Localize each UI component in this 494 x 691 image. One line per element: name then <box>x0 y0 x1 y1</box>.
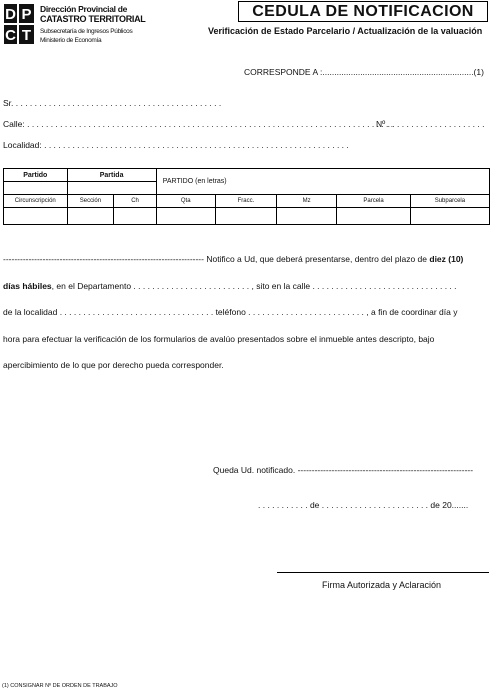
partido-header: Partido <box>4 169 68 182</box>
col-circunscripcion: Circunscripción <box>4 195 68 208</box>
fracc-input[interactable] <box>215 208 276 225</box>
sr-field[interactable]: Sr. . . . . . . . . . . . . . . . . . . . . . . . . . . . . . . . . . . . . . . . . . . . . <box>3 98 222 108</box>
qta-input[interactable] <box>156 208 215 225</box>
partida-header: Partida <box>67 169 156 182</box>
page-subtitle: Verificación de Estado Parcelario / Actualización de la valuación <box>208 26 483 36</box>
org-line-3: Subsecretaría de Ingresos Públicos <box>40 28 133 35</box>
catastral-table <box>3 168 490 225</box>
col-mz: Mz <box>277 195 337 208</box>
dpct-logo <box>4 4 34 44</box>
org-line-4: Ministerio de Economía <box>40 37 102 44</box>
table-header-row <box>4 169 490 182</box>
plazo-bold: diez (10) <box>429 254 464 264</box>
subparcela-input[interactable] <box>410 208 489 225</box>
partido-letras-cell[interactable]: PARTIDO (en letras) <box>156 169 489 195</box>
org-line-2: CATASTRO TERRITORIAL <box>40 14 146 24</box>
circunscripcion-input[interactable] <box>4 208 68 225</box>
col-ch: Ch <box>114 195 156 208</box>
corresponde-field[interactable]: CORRESPONDE A :................................................................(1) <box>244 67 484 77</box>
col-qta: Qta <box>156 195 215 208</box>
svg-text:D: D <box>5 6 16 23</box>
svg-text:T: T <box>21 27 32 44</box>
calle-field[interactable]: Calle: . . . . . . . . . . . . . . . . . . . . . . . . . . . . . . . . . . . . . . . . . . . . . . . . . . . . . . . . . . . . . . . . . . . . . . . . . . . . . . <box>3 119 394 129</box>
col-subparcela: Subparcela <box>410 195 489 208</box>
svg-text:C: C <box>5 27 16 44</box>
svg-text:P: P <box>21 6 32 23</box>
footnote: (1) CONSIGNAR Nº DE ORDEN DE TRABAJO <box>2 683 118 689</box>
body-line-1-text: ----------------------------------------------------------------------- Notifico a Ud, que deberá presentarse, dentro del plazo de <box>3 254 430 264</box>
parcela-input[interactable] <box>337 208 411 225</box>
org-line-1: Dirección Provincial de <box>40 4 128 14</box>
col-parcela: Parcela <box>337 195 411 208</box>
partida-input[interactable] <box>67 182 156 195</box>
dias-habiles-bold: días hábiles <box>3 281 52 291</box>
body-line-2-text: , en el Departamento . . . . . . . . . . . . . . . . . . . . . . . . . , sito en la calle . . . . . . . . . . . . . . . . . . . . . . . . . . . . . . . <box>51 281 457 291</box>
ch-input[interactable] <box>114 208 156 225</box>
table-columns-row <box>4 195 490 208</box>
table-values-row <box>4 208 490 225</box>
body-line-5: apercibimiento de lo que por derecho pueda corresponder. <box>3 360 224 370</box>
seccion-input[interactable] <box>67 208 114 225</box>
body-line-3: de la localidad . . . . . . . . . . . . . . . . . . . . . . . . . . . . . . . . . teléfono . . . . . . . . . . . . . . . . . . . . . . . . . , a fin de coordinar día y <box>3 307 458 317</box>
notificado-line: Queda Ud. notificado. -------------------------------------------------------------- <box>213 465 474 475</box>
col-seccion: Sección <box>67 195 114 208</box>
body-line-1 <box>3 254 491 264</box>
signature-label: Firma Autorizada y Aclaración <box>322 580 442 590</box>
fecha-line[interactable]: . . . . . . . . . . . de . . . . . . . . . . . . . . . . . . . . . . . de 20....... <box>258 500 469 510</box>
numero-field[interactable]: Nº . . . . . . . . . . . . . . . . . . . . . <box>376 119 485 129</box>
body-line-2 <box>3 281 457 291</box>
localidad-field[interactable]: Localidad: . . . . . . . . . . . . . . . . . . . . . . . . . . . . . . . . . . . . . . . . . . . . . . . . . . . . . . . . . . . . . . . . . <box>3 140 349 150</box>
page-title: CEDULA DE NOTIFICACION <box>238 1 488 22</box>
partido-input[interactable] <box>4 182 68 195</box>
col-fracc: Fracc. <box>215 195 276 208</box>
signature-line <box>277 572 489 573</box>
body-line-4: hora para efectuar la verificación de los formularios de avalúo presentados sobre el inmueble antes descripto, bajo <box>3 334 435 344</box>
mz-input[interactable] <box>277 208 337 225</box>
